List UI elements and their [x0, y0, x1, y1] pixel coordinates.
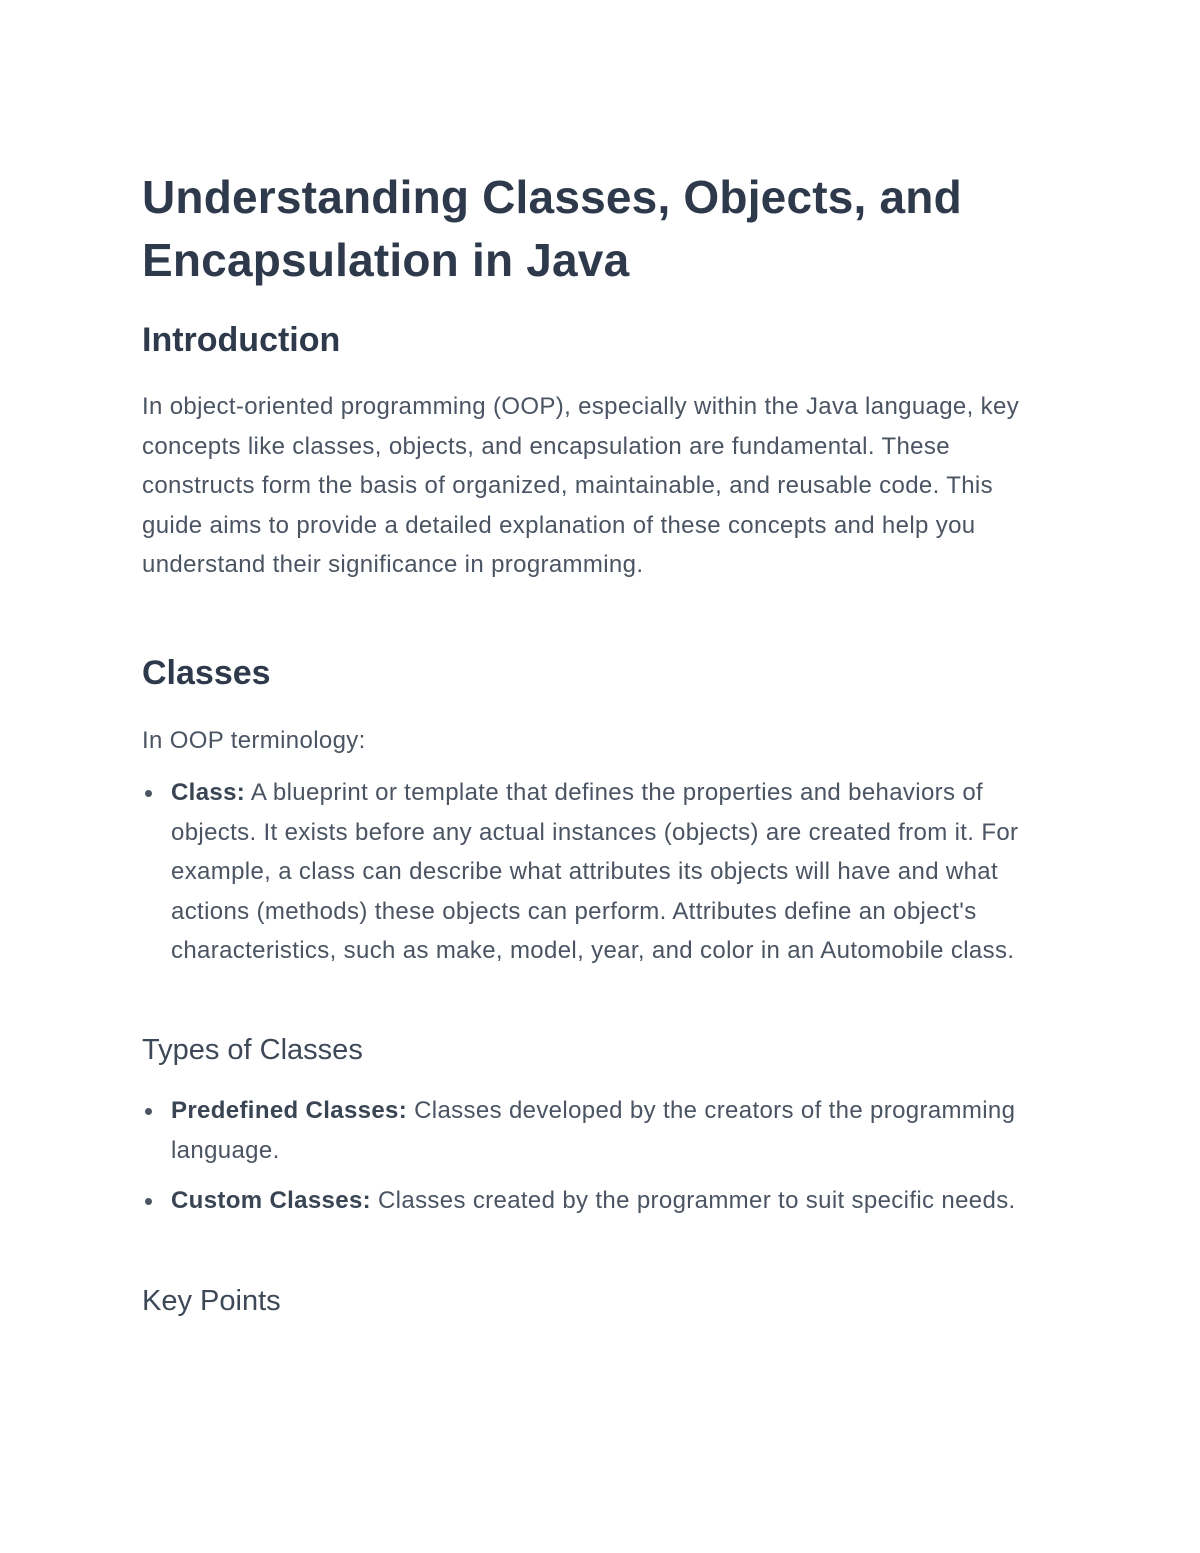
introduction-paragraph: In object-oriented programming (OOP), especially within the Java language, key concepts like classes, objects, and encapsulation are fundamental. These constructs form the basis of organized, maintainable, and reusable code. This guide aims to provide a detailed explanation of these concepts and help you understand their significance in programming.	[142, 393, 1020, 579]
list-item	[142, 1181, 1022, 1221]
list-item	[142, 1091, 1022, 1170]
bullet-icon	[145, 1198, 152, 1205]
list-item-term: Custom Classes:	[171, 1187, 371, 1215]
classes-lead: In OOP terminology:	[142, 727, 366, 754]
types-of-classes-heading: Types of Classes	[142, 1034, 363, 1066]
bullet-icon	[145, 790, 152, 797]
list-item-term: Predefined Classes:	[171, 1097, 408, 1124]
classes-list	[142, 773, 1057, 971]
bullet-icon	[145, 1108, 152, 1115]
page-title: Understanding Classes, Objects, and Encapsulation in Java	[142, 171, 962, 286]
key-points-heading: Key Points	[142, 1285, 281, 1317]
list-item-text: Classes developed by the creators of the programming language.	[171, 1097, 1016, 1164]
types-of-classes-list	[142, 1091, 1022, 1221]
list-item	[142, 773, 1057, 971]
list-item-term: Class:	[171, 779, 246, 806]
list-item-text: Classes created by the programmer to suit specific needs.	[370, 1187, 1016, 1215]
introduction-heading: Introduction	[142, 321, 341, 359]
classes-heading: Classes	[142, 654, 271, 692]
list-item-text: A blueprint or template that defines the properties and behaviors of objects. It exists before any actual instances (objects) are created from it. For example, a class can describe what attributes its objects will have and what actions (methods) these objects can perform. Attributes define an object's characteristics, such as make, model, year, and color in an Automobile class.	[171, 779, 1019, 965]
